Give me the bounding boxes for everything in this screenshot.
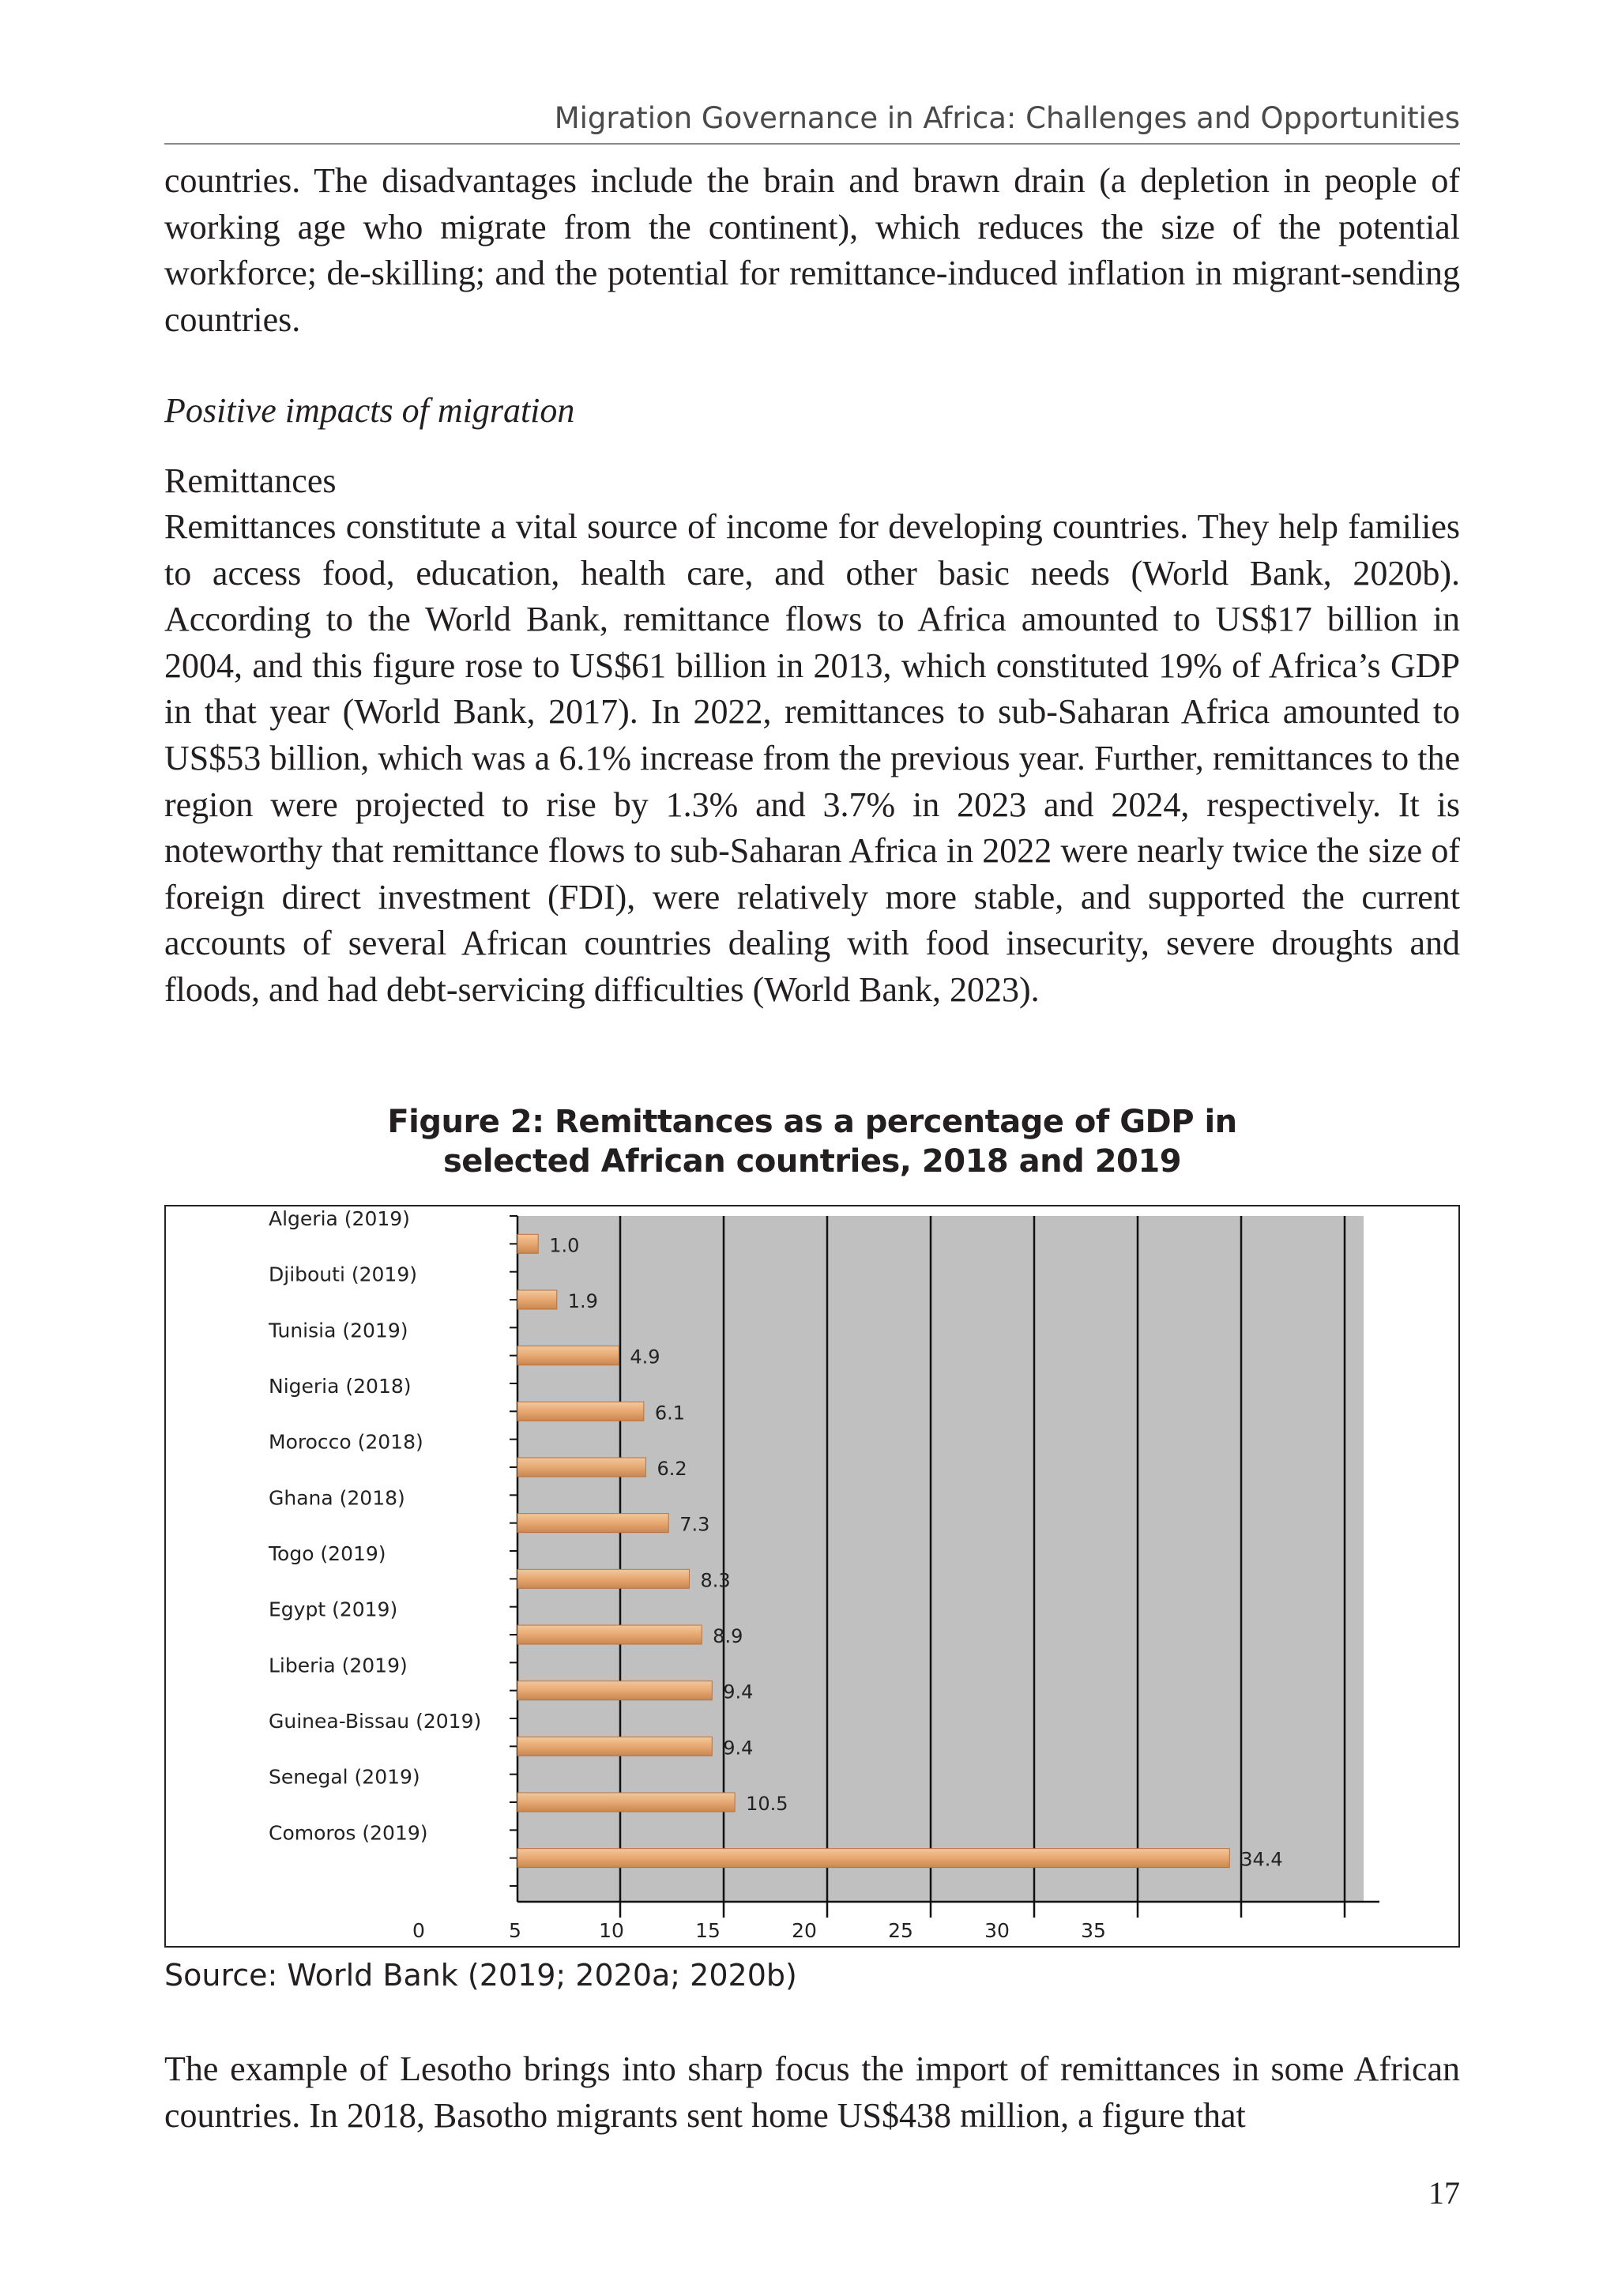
figure-title-line-2: selected African countries, 2018 and 2019: [442, 1143, 1182, 1180]
bar: [517, 1402, 644, 1421]
data-label: 7.3: [679, 1513, 710, 1536]
x-tick-label: 25: [888, 1919, 913, 1942]
page-number: 17: [1428, 2175, 1460, 2211]
section-heading: Positive impacts of migration: [164, 391, 575, 430]
figure-title-line-1: Figure 2: Remittances as a percentage of GDP in: [387, 1104, 1237, 1140]
category-label: Senegal (2019): [269, 1765, 420, 1789]
x-tick-label: 35: [1081, 1919, 1106, 1942]
running-header: Migration Governance in Africa: Challenges and Opportunities: [164, 101, 1460, 145]
bar: [517, 1849, 1229, 1868]
data-label: 34.4: [1240, 1848, 1283, 1871]
category-label: Togo (2019): [269, 1542, 386, 1565]
bar: [517, 1793, 735, 1812]
bar: [517, 1234, 538, 1253]
category-label: Morocco (2018): [269, 1430, 423, 1454]
category-label: Guinea-Bissau (2019): [269, 1710, 482, 1733]
data-label: 8.3: [700, 1569, 731, 1592]
bar: [517, 1681, 712, 1700]
bar: [517, 1514, 668, 1533]
data-label: 1.0: [549, 1234, 580, 1257]
subheading-remittances: Remittances: [164, 461, 337, 500]
data-label: 9.4: [723, 1681, 754, 1703]
category-label: Nigeria (2018): [269, 1375, 412, 1398]
category-label: Tunisia (2019): [269, 1319, 408, 1342]
category-label: Algeria (2019): [269, 1207, 410, 1230]
bar: [517, 1290, 557, 1309]
bar: [517, 1346, 619, 1365]
category-label: Comoros (2019): [269, 1821, 428, 1845]
data-label: 4.9: [630, 1346, 660, 1368]
x-tick-label: 30: [984, 1919, 1010, 1942]
bar: [517, 1625, 702, 1644]
data-label: 10.5: [746, 1793, 788, 1815]
category-label: Egypt (2019): [269, 1598, 398, 1621]
data-label: 6.1: [654, 1402, 685, 1425]
figure-title: [164, 1102, 1460, 1181]
category-label: Djibouti (2019): [269, 1263, 417, 1286]
x-tick-label: 15: [695, 1919, 721, 1942]
data-label: 1.9: [567, 1290, 598, 1312]
bar: [517, 1458, 645, 1477]
data-label: 9.4: [723, 1737, 754, 1760]
x-tick-label: 10: [599, 1919, 624, 1942]
bar-chart: [166, 1206, 1458, 1946]
category-label: Ghana (2018): [269, 1486, 405, 1510]
bar: [517, 1737, 712, 1756]
data-label: 8.9: [713, 1625, 743, 1647]
figure-source: Source: World Bank (2019; 2020a; 2020b): [164, 1958, 797, 1993]
paragraph-3: The example of Lesotho brings into sharp focus the import of remittances in some African countries. In 2018, Basotho migrants sent home US$438 million, a figure that: [164, 2049, 1460, 2135]
paragraph-1: countries. The disadvantages include the brain and brawn drain (a depletion in people of working age who migrate from the continent), which reduces the size of the potential workforce; de-skilling; and the potential for remittance-induced inflation in migrant-sending countries.: [164, 161, 1460, 339]
paragraph-2: Remittances constitute a vital source of income for developing countries. They help families to access food, education, health care, and other basic needs (World Bank, 2020b). According to the World Bank, remittance flows to Africa amounted to US$17 billion in 2004, and this figure rose to US$61 billion in 2013, which constituted 19% of Africa’s GDP in that year (World Bank, 2017). In 2022, remittances to sub-Saharan Africa amounted to US$53 billion, which was a 6.1% increase from the previous year. Further, remittances to the region were projected to rise by 1.3% and 3.7% in 2023 and 2024, respectively. It is noteworthy that remittance flows to sub-Saharan Africa in 2022 were nearly twice the size of foreign direct investment (FDI), were relatively more stable, and supported the current accounts of several African countries dealing with food insecurity, severe droughts and floods, and had debt-servicing difficulties (World Bank, 2023).: [164, 507, 1460, 1009]
data-label: 6.2: [657, 1458, 687, 1480]
category-label: Liberia (2019): [269, 1654, 408, 1677]
chart-frame: [164, 1205, 1460, 1948]
bar: [517, 1569, 689, 1588]
x-tick-label: 5: [509, 1919, 521, 1942]
x-tick-label: 0: [412, 1919, 425, 1942]
x-tick-label: 20: [792, 1919, 817, 1942]
